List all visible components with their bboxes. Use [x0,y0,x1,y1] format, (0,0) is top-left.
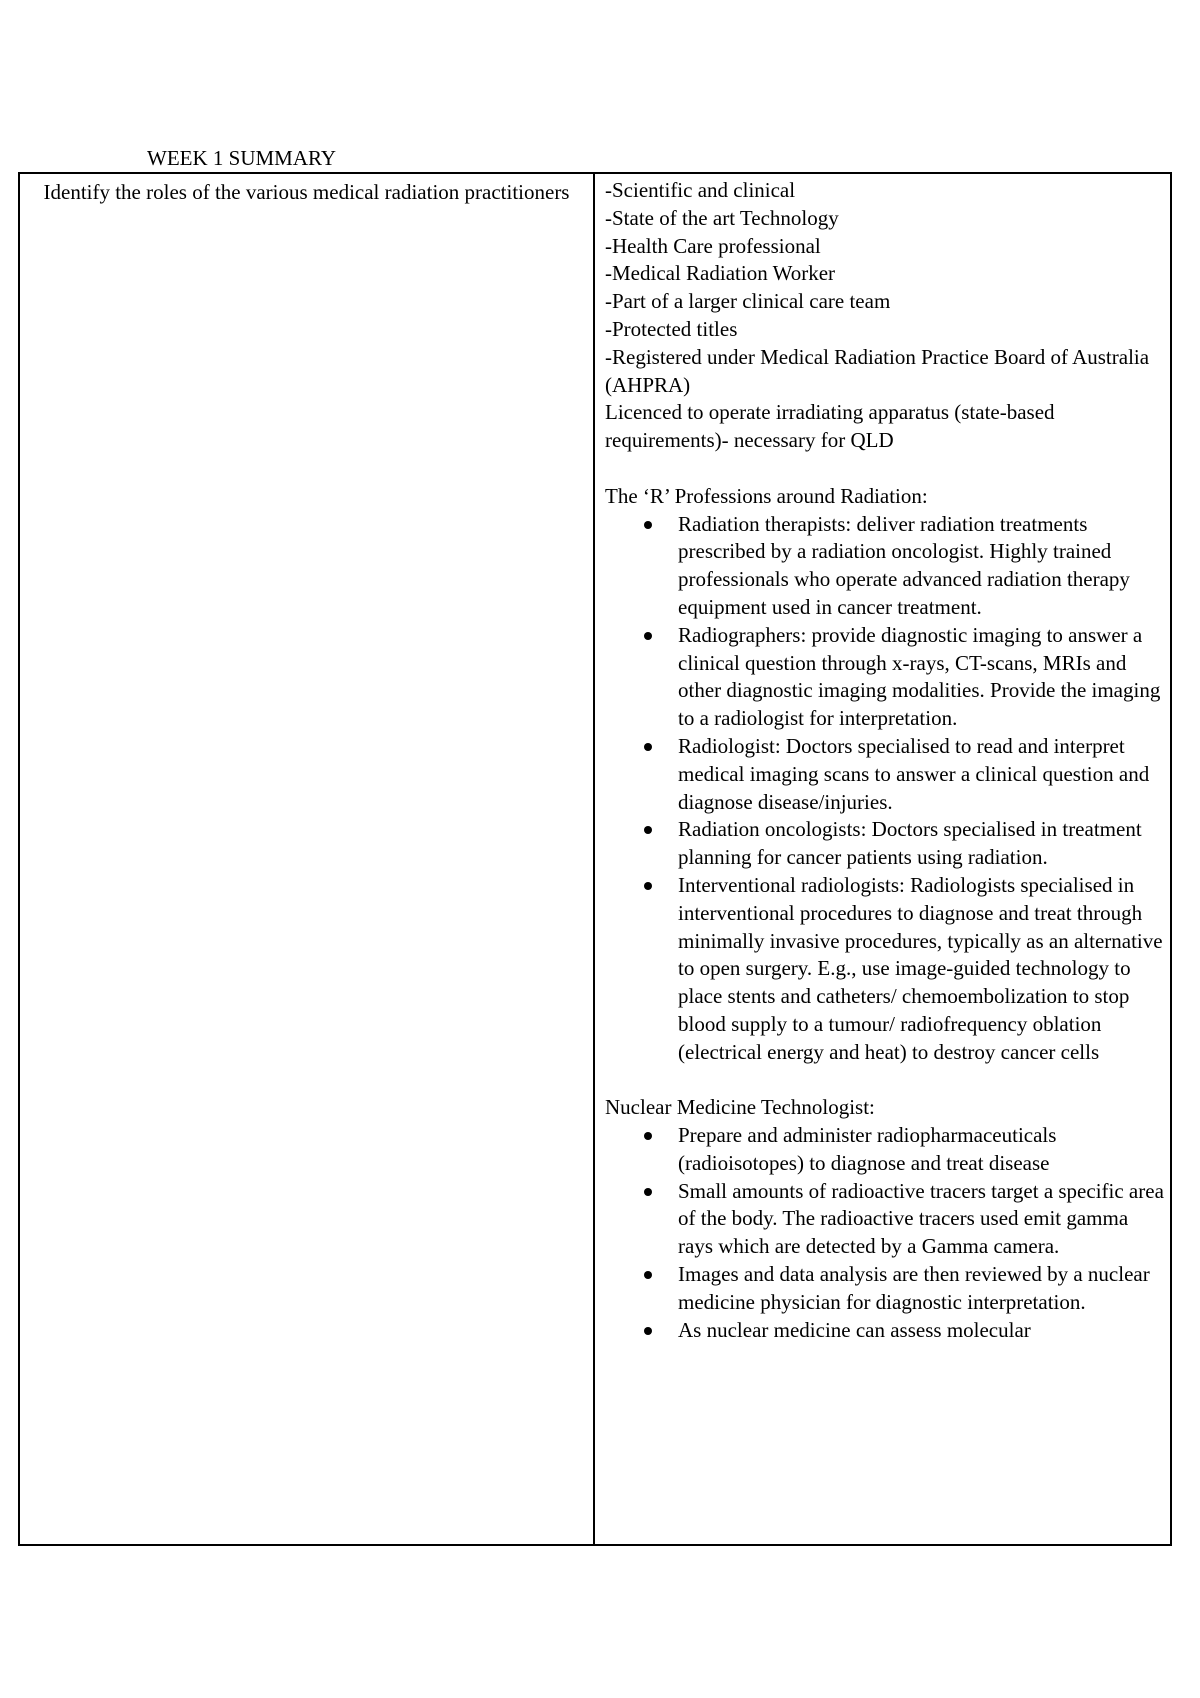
role-line: -Medical Radiation Worker [605,261,836,286]
list-item-text: Radiation therapists: deliver radiation treatments prescribed by a radiation oncologist. Highly trained professionals who operate advanced radiation therapy equipment used in cancer treatment. [678,511,1130,619]
blank-line [605,455,1162,483]
bullet-icon [644,826,652,834]
role-line: -Health Care professional [605,233,821,258]
list-item-text: Radiographers: provide diagnostic imaging to answer a clinical question through x-rays, CT-scans, MRIs and other diagnostic imaging modalities. Provide the imaging to a radiologist for interpretation. [678,622,1161,731]
bullet-icon [644,1132,652,1140]
list-item [605,622,1168,733]
bullet-icon [644,521,652,529]
licence-text: Licenced to operate irradiating apparatus (state-based requirements)- necessary for QLD [605,400,1055,453]
list-item [605,1261,1168,1317]
list-item-text: As nuclear medicine can assess molecular [678,1317,1031,1342]
role-line: -Protected titles [605,316,738,341]
list-item [605,872,1168,1067]
list-item-text: Small amounts of radioactive tracers target a specific area of the body. The radioactive tracers used emit gamma rays which are detected by a Gamma camera. [678,1178,1164,1259]
list-item [605,1317,1168,1345]
list-item [605,816,1168,872]
list-item-text: Images and data analysis are then reviewed by a nuclear medicine physician for diagnostic interpretation. [678,1262,1150,1314]
nuclear-medicine-list [605,1122,1162,1344]
bullet-icon [644,1188,652,1196]
bullet-icon [644,743,652,751]
blank-line [605,1067,1162,1095]
list-item-text: Radiation oncologists: Doctors specialised in treatment planning for cancer patients using radiation. [678,817,1142,870]
registration-text: -Registered under Medical Radiation Practice Board of Australia (AHPRA) [605,344,1150,397]
list-item [605,733,1168,816]
question-text: Identify the roles of the various medical radiation practitioners [43,180,570,204]
list-item [605,511,1168,622]
bullet-icon [644,632,652,640]
r-professions-list [605,511,1162,1067]
list-item-text: Interventional radiologists: Radiologists specialised in interventional procedures to diagnose and treat through minimally invasive procedures, typically as an alternative to open surgery. E.g., use image-guided technology to place stents and catheters/ chemoembolization to stop blood supply to a tumour/ radiofrequency oblation (electrical energy and heat) to destroy cancer cells [678,872,1163,1064]
answer-cell [595,174,1170,1544]
bullet-icon [644,1271,652,1279]
r-professions-heading: The ‘R’ Professions around Radiation: [605,483,928,508]
role-line: -State of the art Technology [605,205,839,230]
nuclear-medicine-heading: Nuclear Medicine Technologist: [605,1095,875,1120]
list-item [605,1178,1168,1261]
bullet-icon [644,1327,652,1335]
bullet-icon [644,882,652,890]
role-line: -Scientific and clinical [605,178,796,202]
list-item-text: Radiologist: Doctors specialised to read and interpret medical imaging scans to answer a clinical question and diagnose disease/injuries. [678,733,1150,814]
role-line: -Part of a larger clinical care team [605,289,891,314]
list-item [605,1122,1168,1178]
page-title: WEEK 1 SUMMARY [147,146,337,170]
summary-table [18,172,1172,1546]
question-cell [20,174,595,1544]
list-item-text: Prepare and administer radiopharmaceuticals (radioisotopes) to diagnose and treat disease [678,1123,1057,1175]
